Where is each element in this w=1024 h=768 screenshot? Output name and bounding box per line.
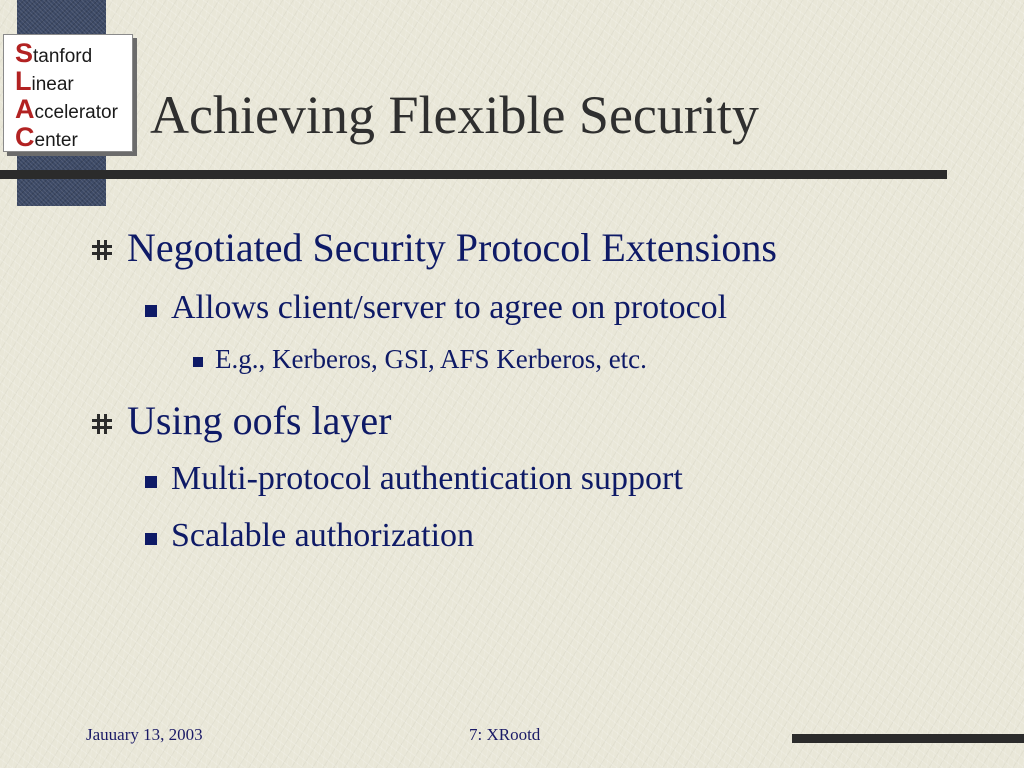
hash-bullet-icon [91,239,113,261]
logo-line-center: Center [15,122,78,152]
corner-decoration-top [17,0,106,38]
logo-line-stanford: Stanford [15,38,93,68]
bullet-negotiated-security: Negotiated Security Protocol Extensions [127,225,777,270]
square-bullet-icon [145,476,157,488]
slac-logo [3,34,133,152]
title-divider [0,170,947,179]
bullet-using-oofs-layer: Using oofs layer [127,398,392,443]
square-bullet-icon [193,357,203,367]
footer-divider [792,734,1024,743]
subbullet-client-server-agree: Allows client/server to agree on protocol [171,289,728,326]
subbullet-multi-protocol-auth: Multi-protocol authentication support [171,460,683,497]
subbullet-scalable-authorization: Scalable authorization [171,517,475,554]
footer-date: Jauuary 13, 2003 [86,725,203,744]
logo-line-accelerator: Accelerator [15,94,118,124]
square-bullet-icon [145,533,157,545]
slide-title: Achieving Flexible Security [150,85,759,145]
subsubbullet-protocol-examples: E.g., Kerberos, GSI, AFS Kerberos, etc. [215,344,647,374]
square-bullet-icon [145,305,157,317]
logo-line-linear: Linear [15,66,74,96]
footer-slide-label: 7: XRootd [469,725,541,744]
hash-bullet-icon [91,413,113,435]
